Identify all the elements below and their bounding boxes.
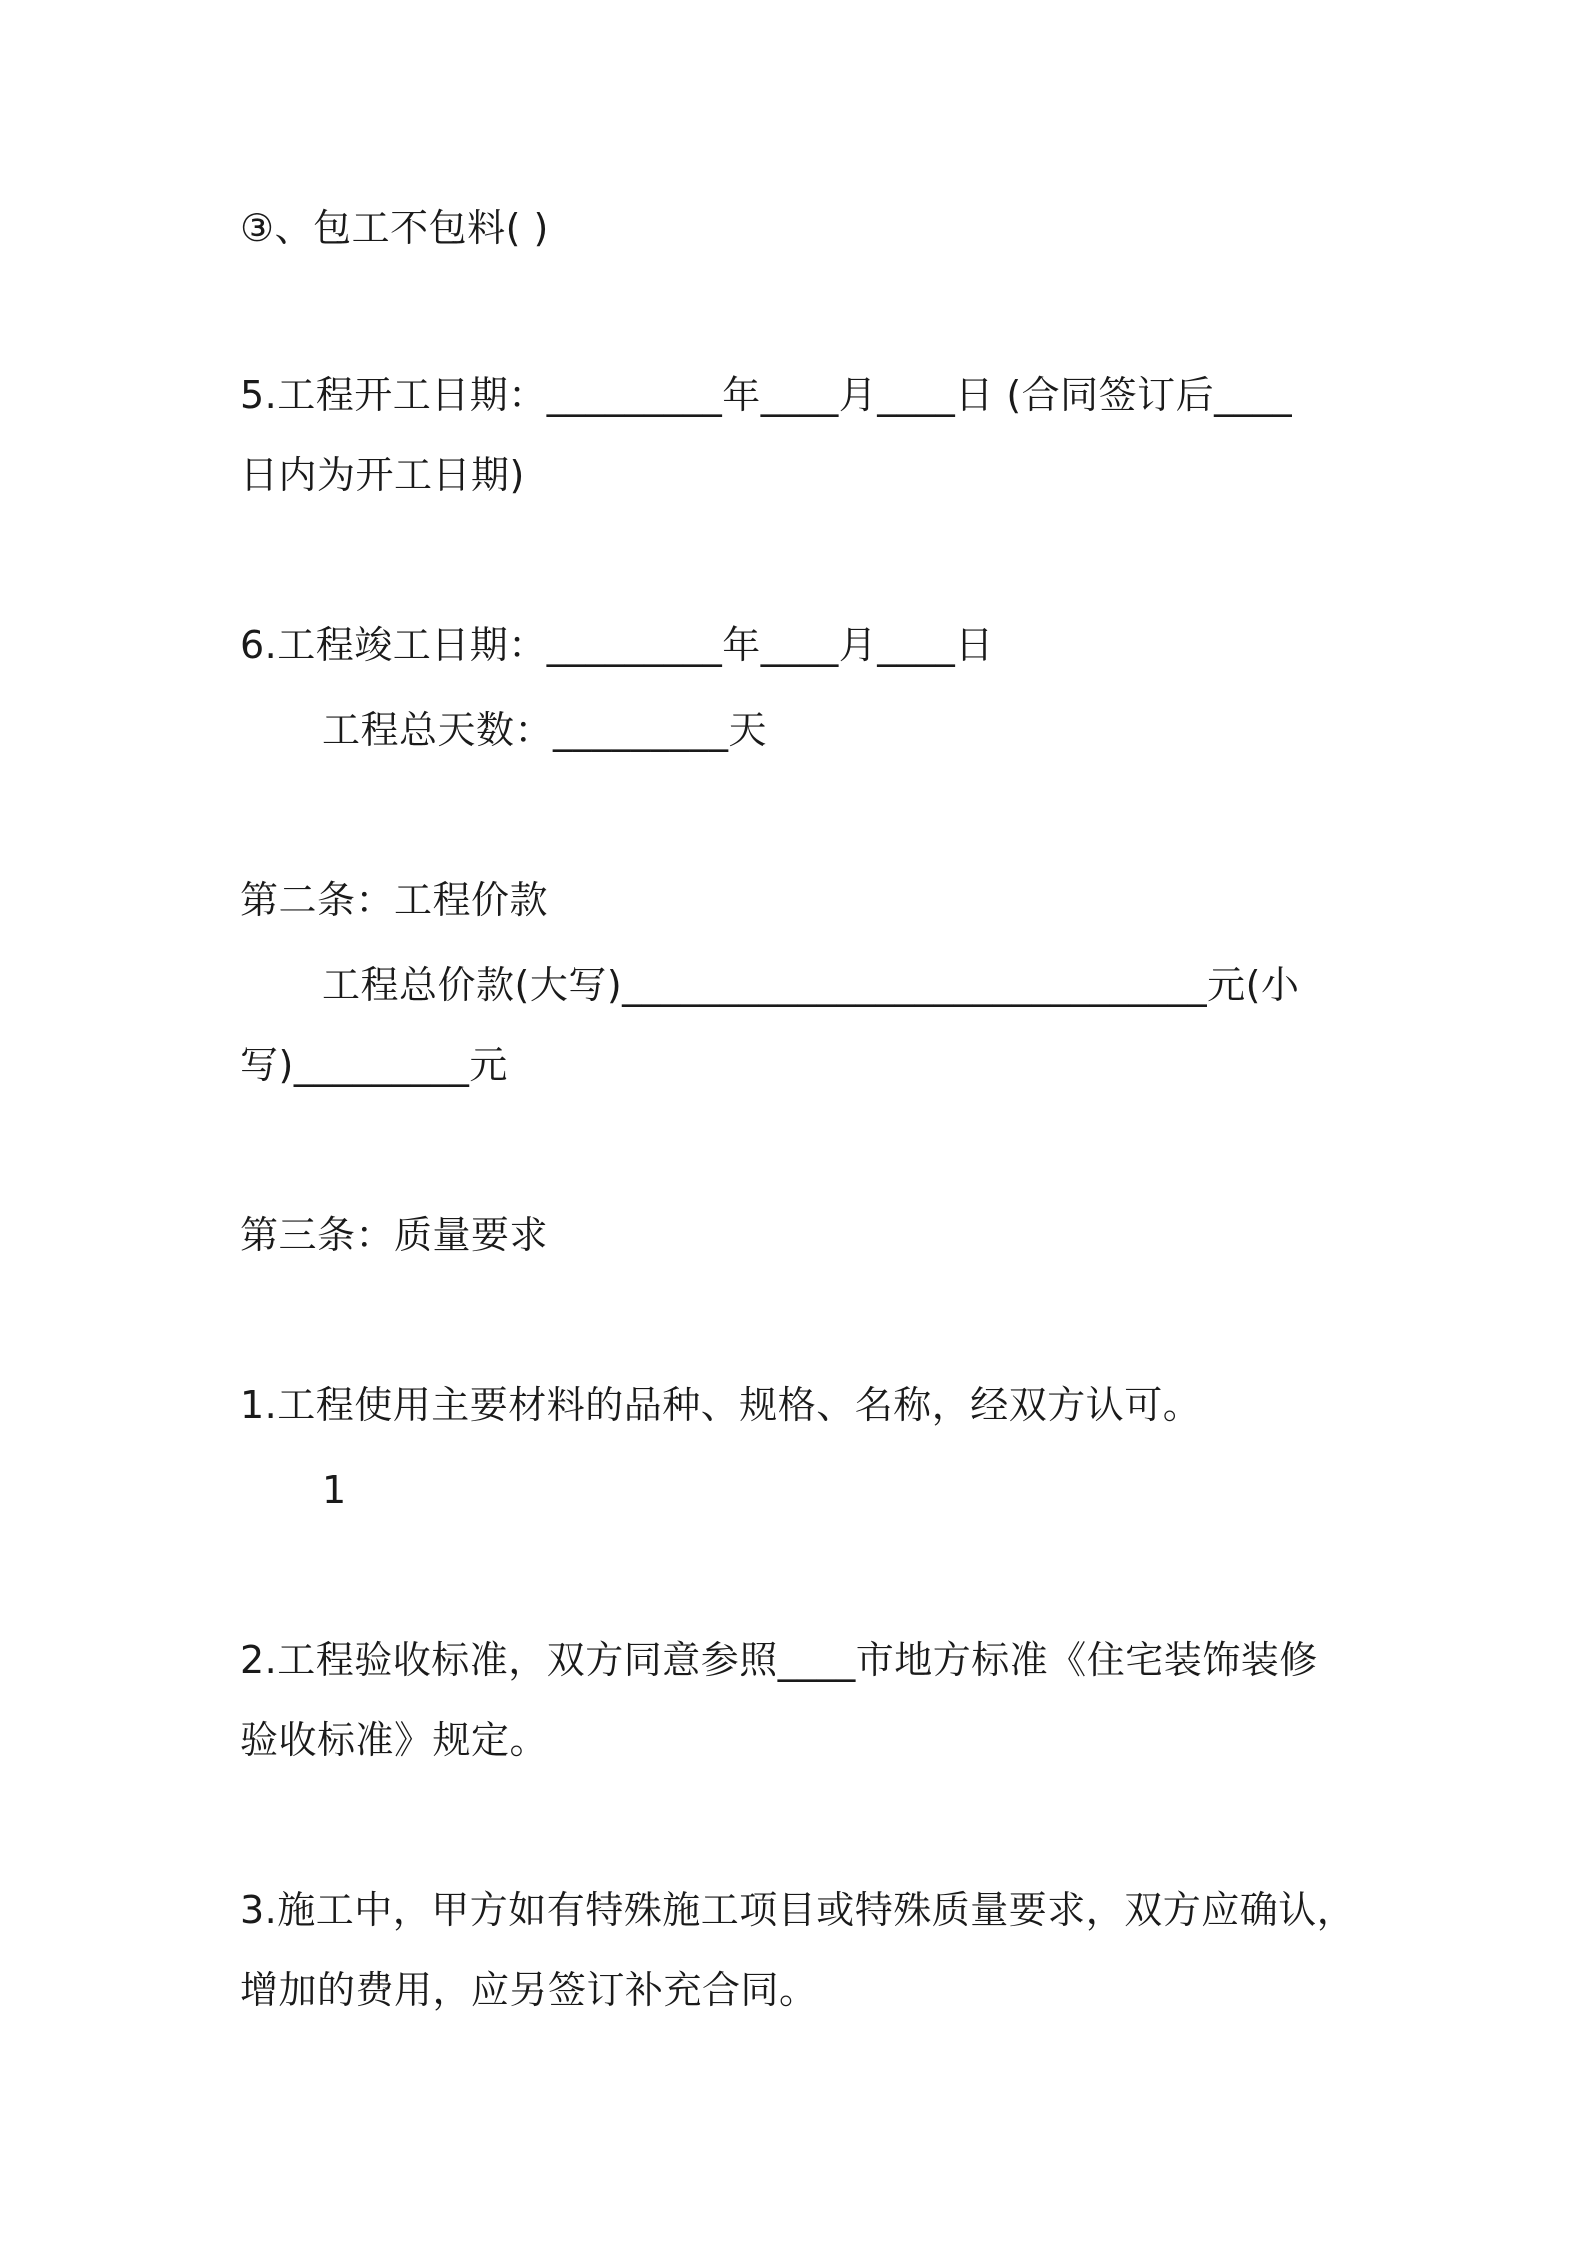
quality-clause-2: 2.工程验收标准，双方同意参照____市地方标准《住宅装饰装修 [240,1638,1318,1682]
start-date-line-continued: 日内为开工日期) [240,453,525,497]
total-days-line: 工程总天数：_________天 [322,708,768,752]
completion-date-line: 6.工程竣工日期：_________年____月____日 [240,623,994,667]
article-two-heading: 第二条：工程价款 [240,878,549,922]
article-three-heading: 第三条：质量要求 [240,1213,549,1257]
quality-clause-1: 1.工程使用主要材料的品种、规格、名称，经双方认可。 [240,1383,1202,1427]
total-price-line: 工程总价款(大写)______________________________元(小 [322,963,1300,1007]
quality-clause-3-continued: 增加的费用，应另签订补充合同。 [240,1968,818,2012]
contract-option-labor-only: ③、包工不包料( ) [240,206,549,250]
total-price-line-continued: 写)_________元 [240,1043,508,1087]
quality-clause-2-continued: 验收标准》规定。 [240,1718,549,1762]
start-date-line: 5.工程开工日期：_________年____月____日 (合同签订后____ [240,373,1293,417]
quality-clause-3: 3.施工中，甲方如有特殊施工项目或特殊质量要求，双方应确认， [240,1888,1356,1932]
page-number: 1 [322,1468,347,1512]
